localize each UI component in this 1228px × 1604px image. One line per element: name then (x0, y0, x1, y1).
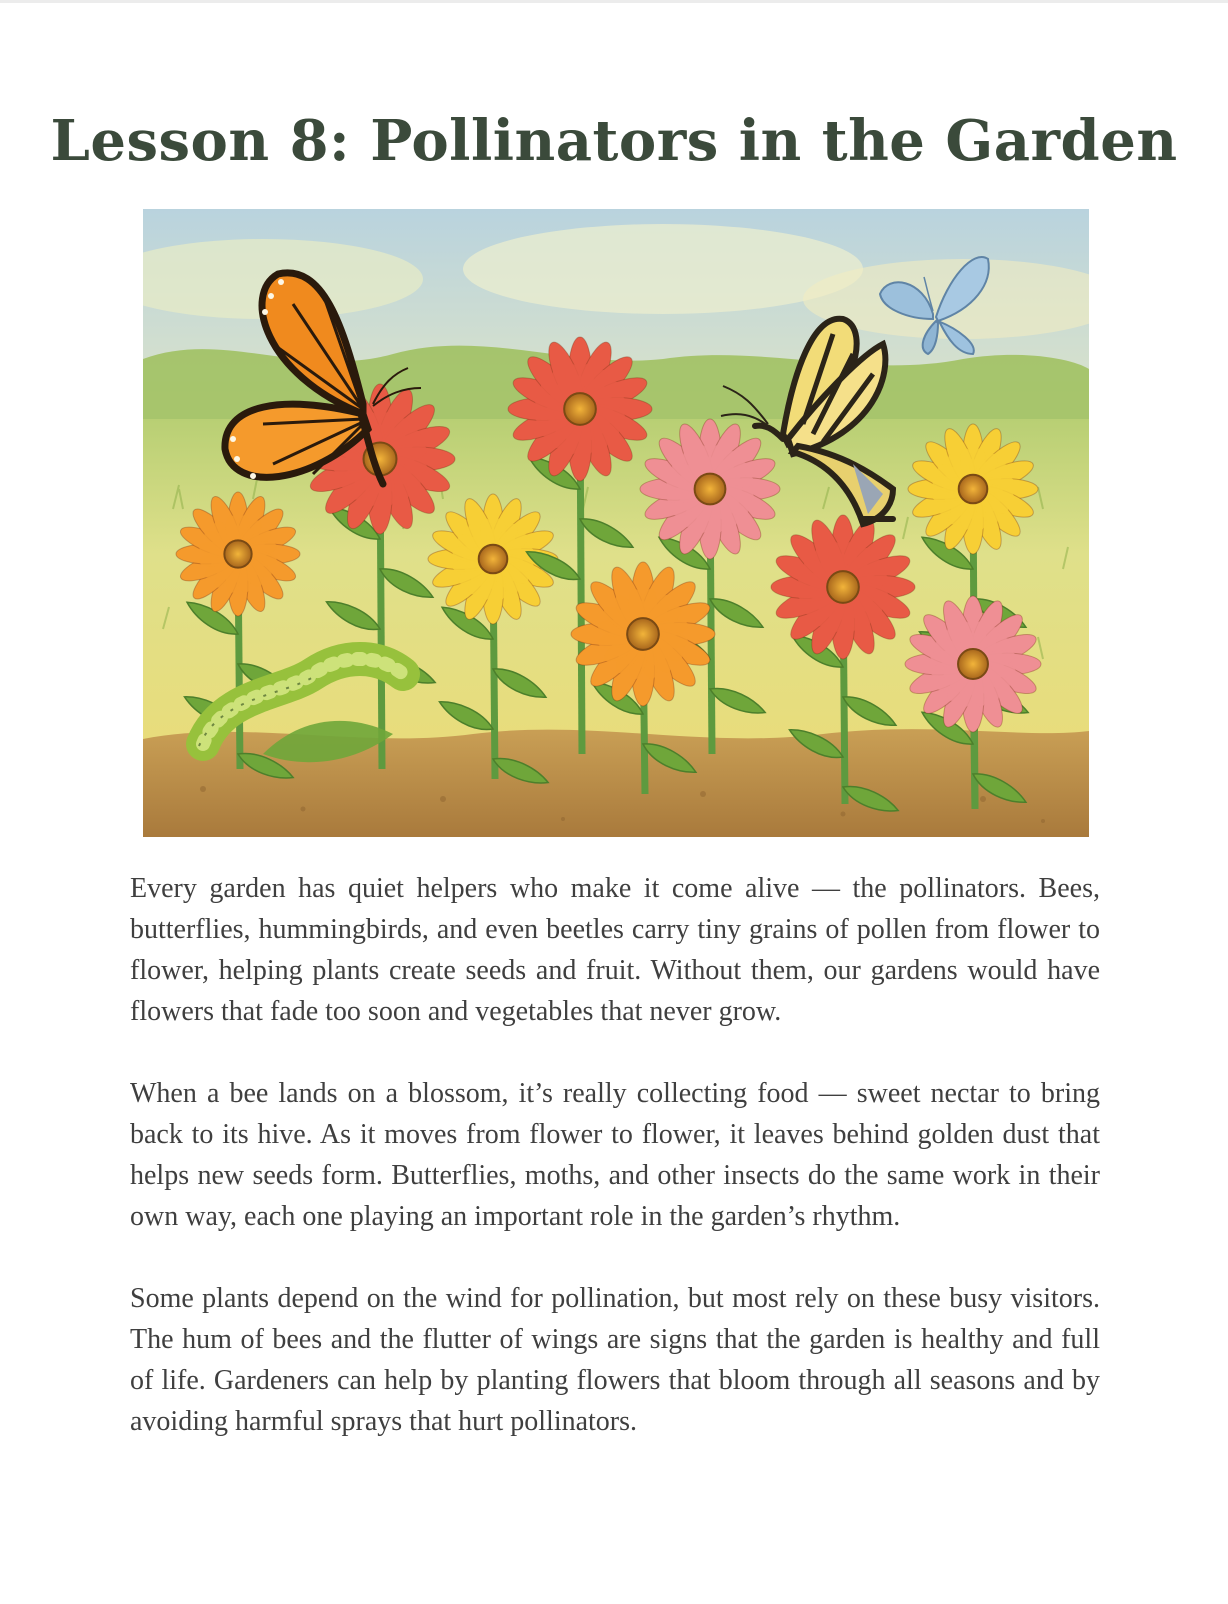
flower-center (959, 475, 988, 504)
flower-center (627, 618, 659, 650)
flower-center (564, 393, 596, 425)
flower-center (224, 540, 251, 567)
top-divider (0, 0, 1228, 3)
flower-center (827, 571, 859, 603)
paragraph: When a bee lands on a blossom, it’s really collecting food — sweet nectar to bring back to its hive. As it moves from flower to flower, it leaves behind golden dust that helps new seeds form. Butterflies, moths, and other insects do the same work in their own way, each one playing an important role in the garden’s rhythm. (130, 1078, 1100, 1232)
paragraph: Some plants depend on the wind for pollination, but most rely on these busy visitors. The hum of bees and the flutter of wings are signs that the garden is healthy and full of life. Gardeners can help by planting flowers that bloom through all seasons and by avoiding harmful sprays that hurt pollinators. (130, 1283, 1100, 1437)
flower-center (479, 545, 508, 574)
flower-center (958, 649, 988, 679)
paragraph: Every garden has quiet helpers who make it come alive — the pollinators. Bees, butterflies, hummingbirds, and even beetles carry tiny grains of pollen from flower to flower, helping plants create seeds and fruit. Without them, our gardens would have flowers that fade too soon and vegetables that never grow. (130, 873, 1100, 1027)
garden-illustration (143, 209, 1089, 837)
lesson-title: Lesson 8: Pollinators in the Garden (50, 108, 1178, 174)
flower-center (695, 474, 726, 505)
